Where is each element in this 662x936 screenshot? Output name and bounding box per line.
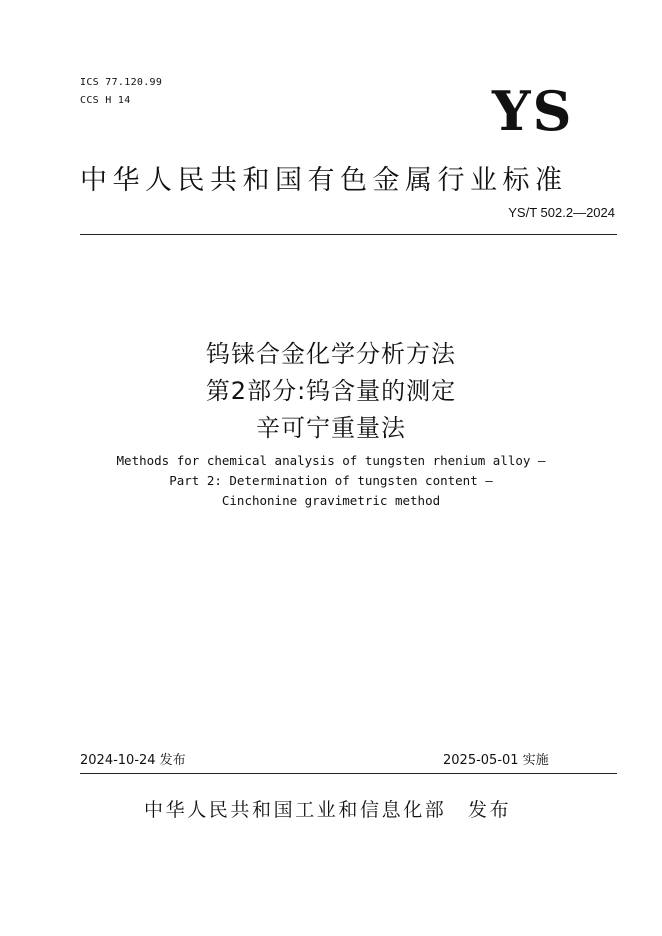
organization-title: 中华人民共和国有色金属行业标准 xyxy=(80,165,568,196)
implementation-date: 2025-05-01 实施 xyxy=(443,753,549,768)
top-divider xyxy=(80,234,617,235)
english-title-line-1: Methods for chemical analysis of tungsten rhenium alloy — xyxy=(116,453,546,468)
chinese-title-line-3: 辛可宁重量法 xyxy=(256,414,406,442)
english-title-line-2: Part 2: Determination of tungsten content — xyxy=(169,473,493,488)
ys-logo: YS xyxy=(492,79,574,143)
ccs-code: CCS H 14 xyxy=(80,95,131,106)
release-date: 2024-10-24 发布 xyxy=(80,753,186,768)
chinese-title-line-1: 钨铼合金化学分析方法 xyxy=(206,340,456,368)
english-title-line-3: Cinchonine gravimetric method xyxy=(221,493,441,508)
standard-number: YS/T 502.2—2024 xyxy=(508,205,615,220)
ics-code: ICS 77.120.99 xyxy=(80,77,163,88)
chinese-title-line-2: 第2部分:钨含量的测定 xyxy=(205,377,457,405)
bottom-divider xyxy=(80,773,617,774)
publisher: 中华人民共和国工业和信息化部 发布 xyxy=(144,799,512,821)
